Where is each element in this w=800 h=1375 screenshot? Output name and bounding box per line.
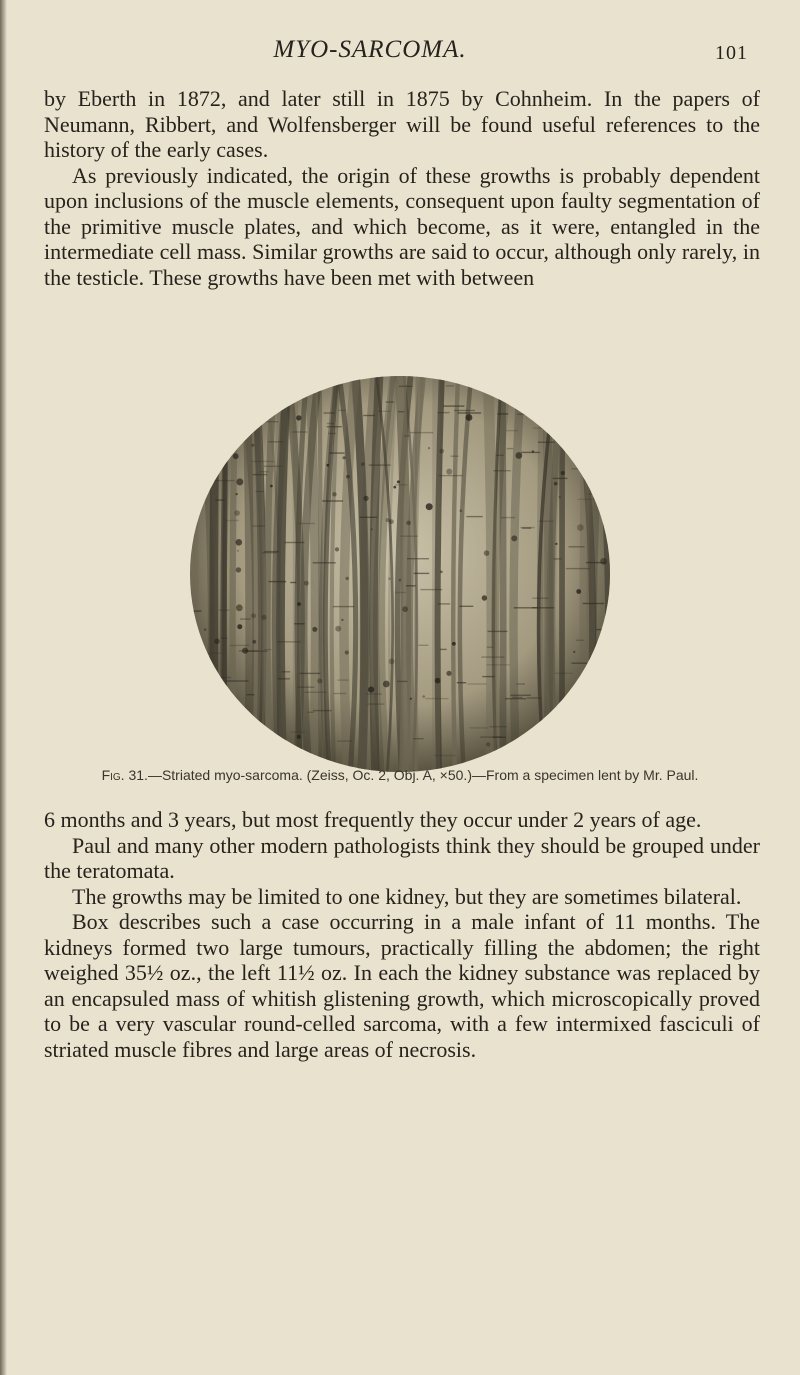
cross-striation	[367, 703, 384, 704]
cross-striation	[218, 677, 231, 678]
cell-nucleus	[406, 521, 411, 526]
cell-nucleus	[446, 469, 452, 475]
cell-nucleus	[312, 627, 317, 632]
cell-nucleus	[484, 550, 490, 556]
cell-nucleus	[579, 753, 586, 760]
cross-striation	[313, 710, 332, 711]
cell-nucleus	[397, 480, 400, 483]
cross-striation	[532, 598, 548, 599]
cell-nucleus	[364, 496, 369, 501]
cross-striation	[298, 523, 315, 524]
cross-striation	[243, 401, 261, 402]
cross-striation	[239, 650, 258, 651]
cross-striation	[217, 416, 238, 417]
cross-striation	[196, 424, 216, 425]
cell-nucleus	[361, 462, 365, 466]
cross-striation	[470, 727, 489, 728]
cross-striation	[553, 478, 568, 479]
cross-striation	[438, 412, 450, 413]
cross-striation	[333, 606, 355, 607]
cell-nucleus	[236, 567, 241, 572]
cell-nucleus	[368, 687, 374, 693]
cross-striation	[475, 377, 486, 378]
cross-striation	[486, 664, 510, 665]
cell-nucleus	[559, 496, 561, 498]
cross-striation	[583, 386, 593, 387]
cell-nucleus	[388, 578, 390, 580]
cell-nucleus	[561, 471, 565, 475]
cell-nucleus	[335, 547, 339, 551]
body-text-top	[44, 86, 760, 290]
cell-nucleus	[346, 577, 349, 580]
cross-striation	[313, 562, 336, 563]
cross-striation	[240, 618, 251, 619]
cross-striation	[329, 452, 344, 453]
cross-striation	[256, 491, 265, 492]
cross-striation	[304, 692, 326, 693]
cross-striation	[496, 455, 504, 456]
cross-striation	[460, 606, 474, 607]
cell-nucleus	[594, 471, 599, 476]
cross-striation	[290, 582, 296, 583]
cell-nucleus	[452, 642, 456, 646]
cross-striation	[191, 610, 201, 611]
cell-nucleus	[426, 503, 433, 510]
cell-nucleus	[304, 581, 309, 586]
cross-striation	[538, 442, 555, 443]
cross-striation	[300, 673, 321, 674]
cross-striation	[571, 468, 578, 469]
cross-striation	[290, 731, 305, 732]
cross-striation	[414, 573, 430, 574]
cross-striation	[539, 521, 554, 522]
cross-striation	[554, 558, 562, 559]
cell-nucleus	[211, 722, 218, 729]
cell-nucleus	[422, 695, 425, 698]
cross-striation	[256, 417, 264, 418]
cross-striation	[410, 432, 434, 433]
cross-striation	[337, 740, 352, 741]
cross-striation	[282, 671, 291, 672]
cross-striation	[420, 589, 442, 590]
cross-striation	[440, 649, 447, 650]
cross-striation	[386, 401, 395, 402]
cross-striation	[520, 381, 534, 382]
cross-striation	[253, 750, 264, 751]
cross-striation	[214, 480, 234, 481]
cross-striation	[264, 551, 279, 552]
muscle-fibre	[246, 374, 249, 774]
cross-striation	[337, 679, 348, 680]
cross-striation	[327, 423, 334, 424]
cross-striation	[193, 760, 207, 761]
muscle-fibre	[233, 374, 236, 774]
cross-striation	[379, 374, 398, 375]
muscle-fibre	[488, 374, 492, 774]
cross-striation	[458, 412, 482, 413]
cross-striation	[221, 638, 227, 639]
cell-nucleus	[251, 613, 256, 618]
page-number: 101	[715, 42, 748, 64]
cell-nucleus	[576, 589, 581, 594]
cell-nucleus	[297, 379, 303, 385]
cross-striation	[267, 381, 278, 382]
muscle-fibre	[225, 374, 228, 774]
cross-striation	[583, 603, 604, 604]
cell-nucleus	[224, 379, 231, 386]
cross-striation	[200, 380, 210, 381]
cross-striation	[397, 681, 407, 682]
cell-nucleus	[600, 558, 607, 565]
cross-striation	[511, 748, 524, 749]
cross-striation	[443, 405, 464, 406]
cross-striation	[230, 710, 238, 711]
cell-nucleus	[237, 624, 242, 629]
micrograph-figure	[190, 374, 610, 774]
cross-striation	[395, 484, 407, 485]
cross-striation	[566, 568, 590, 569]
cross-striation	[366, 693, 382, 694]
cross-striation	[466, 516, 482, 517]
cell-nucleus	[317, 679, 322, 684]
cell-nucleus	[446, 671, 451, 676]
cross-striation	[398, 411, 405, 412]
cross-striation	[501, 517, 515, 518]
paragraph: 6 months and 3 years, but most frequently they occur under 2 years of age.	[44, 807, 702, 832]
cross-striation	[246, 694, 254, 695]
running-title: MYO-SARCOMA.	[273, 36, 467, 63]
cross-striation	[511, 695, 531, 696]
cell-nucleus	[190, 706, 192, 709]
cross-striation	[407, 558, 429, 559]
paragraph: by Eberth in 1872, and later still in 1875 by Cohnheim. In the papers of Neumann, Ribbert, and Wolfensberger will be found useful references to the history of the early cases.	[44, 86, 760, 162]
cross-striation	[517, 414, 540, 415]
cross-striation	[399, 386, 413, 387]
body-text-bottom	[44, 807, 760, 1062]
cell-nucleus	[573, 651, 575, 653]
cross-striation	[328, 433, 336, 434]
cell-nucleus	[428, 447, 430, 449]
cell-nucleus	[251, 444, 254, 447]
muscle-fibre	[320, 374, 321, 774]
cell-nucleus	[570, 374, 575, 377]
cell-nucleus	[383, 681, 390, 688]
cell-nucleus	[234, 510, 240, 516]
cross-striation	[497, 413, 508, 414]
cross-striation	[197, 416, 206, 417]
cell-nucleus	[511, 535, 517, 541]
page-header	[0, 36, 800, 66]
cross-striation	[219, 704, 233, 705]
cell-nucleus	[371, 528, 373, 530]
cell-nucleus	[393, 486, 396, 489]
cell-nucleus	[343, 456, 346, 459]
cross-striation	[589, 494, 606, 495]
cross-striation	[395, 592, 406, 593]
cross-striation	[264, 649, 271, 650]
cell-nucleus	[264, 392, 270, 398]
cell-nucleus	[386, 518, 390, 522]
cross-striation	[520, 527, 534, 528]
cross-striation	[451, 456, 459, 457]
cross-striation	[439, 475, 463, 476]
cell-nucleus	[482, 595, 487, 600]
cell-nucleus	[399, 579, 402, 582]
cross-striation	[404, 435, 410, 436]
cross-striation	[226, 520, 240, 521]
figure-label: Fig. 31.	[101, 767, 148, 783]
cell-nucleus	[577, 524, 584, 531]
cross-striation	[549, 382, 571, 383]
cross-striation	[512, 697, 522, 698]
cross-striation	[482, 676, 494, 677]
cross-striation	[268, 441, 283, 442]
cross-striation	[327, 426, 342, 427]
cross-striation	[507, 448, 513, 449]
cell-nucleus	[439, 449, 444, 454]
cell-nucleus	[487, 378, 493, 384]
cross-striation	[253, 474, 268, 475]
cross-striation	[559, 756, 573, 757]
cell-nucleus	[532, 450, 534, 452]
cross-striation	[596, 629, 610, 630]
cross-striation	[230, 645, 249, 646]
cross-striation	[577, 415, 599, 416]
cross-striation	[307, 712, 313, 713]
cross-striation	[481, 656, 504, 657]
cross-striation	[561, 398, 579, 399]
cell-nucleus	[297, 602, 301, 606]
cross-striation	[569, 546, 585, 547]
cross-striation	[401, 536, 418, 537]
cross-striation	[493, 470, 510, 471]
cross-striation	[505, 698, 526, 699]
cross-striation	[199, 653, 221, 654]
cell-nucleus	[440, 571, 443, 574]
paragraph: As previously indicated, the origin of these growths is probably dependent upon inclusions of the muscle elements, consequent upon faulty segmentation of the primitive muscle plates, and which become, as it were, entangled in the intermediate cell mass. Similar growths are said to occur, although only rarely, in the testicle. These growths have been met with between	[44, 162, 760, 290]
cell-nucleus	[326, 464, 329, 467]
cross-striation	[418, 645, 428, 646]
cell-nucleus	[555, 543, 557, 545]
cell-nucleus	[341, 619, 343, 621]
figure-caption	[90, 766, 710, 784]
cross-striation	[278, 678, 290, 679]
cell-nucleus	[332, 492, 336, 496]
cross-striation	[406, 585, 416, 586]
cross-striation	[490, 726, 507, 727]
cross-striation	[493, 737, 506, 738]
cross-striation	[555, 673, 573, 674]
cell-nucleus	[435, 678, 441, 684]
paragraph: Box describes such a case occurring in a male infant of 11 months. The kidneys formed two large tumours, practically filling the abdomen; the right weighed 35½ oz., the left 11½ oz. In each the kidney substance was replaced by an encapsuled mass of whitish glistening growth, which microscopically proved to be a very vascular round-celled sarcoma, with a few intermixed fasciculi of striated muscle fibres and large areas of necrosis.	[44, 909, 760, 1062]
cross-striation	[488, 631, 508, 632]
cell-nucleus	[389, 519, 394, 524]
muscle-fibres	[190, 374, 610, 774]
cross-striation	[592, 742, 600, 743]
cell-nucleus	[402, 606, 408, 612]
cross-striation	[533, 427, 551, 428]
cell-nucleus	[202, 385, 209, 392]
cell-nucleus	[335, 626, 341, 632]
cell-nucleus	[214, 639, 220, 645]
cell-nucleus	[297, 735, 301, 739]
paragraph: Paul and many other modern pathologists think they should be grouped under the teratomata.	[44, 832, 760, 883]
cell-nucleus	[204, 628, 207, 631]
cross-striation	[292, 431, 307, 432]
cross-striation	[264, 466, 282, 467]
cross-striation	[294, 623, 304, 624]
cell-nucleus	[233, 453, 239, 459]
figure-caption-text: —Striated myo-sarcoma. (Zeiss, Oc. 2, Obj. A, ×50.)—From a specimen lent by Mr. Paul.	[147, 767, 699, 783]
cell-nucleus	[296, 415, 301, 420]
cross-striation	[369, 464, 391, 465]
cross-striation	[333, 693, 346, 694]
cell-nucleus	[515, 741, 517, 743]
muscle-fibre	[546, 374, 549, 774]
cross-striation	[219, 610, 230, 611]
cross-striation	[413, 738, 424, 739]
cell-nucleus	[410, 698, 412, 700]
cell-nucleus	[237, 550, 239, 552]
cross-striation	[239, 740, 258, 741]
cell-nucleus	[252, 640, 256, 644]
cell-nucleus	[603, 433, 608, 438]
paragraph: The growths may be limited to one kidney, but they are sometimes bilateral.	[72, 883, 742, 909]
cell-nucleus	[270, 485, 273, 488]
cell-nucleus	[236, 539, 243, 546]
cross-striation	[434, 755, 455, 756]
cell-nucleus	[518, 744, 523, 749]
cell-nucleus	[389, 658, 395, 664]
cross-striation	[322, 500, 343, 501]
cell-nucleus	[516, 398, 518, 400]
cell-nucleus	[345, 650, 349, 654]
cross-striation	[425, 698, 448, 699]
cross-striation	[578, 499, 601, 500]
cross-striation	[260, 471, 269, 472]
muscle-fibre	[502, 374, 503, 774]
cross-striation	[286, 746, 297, 747]
cross-striation	[506, 430, 518, 431]
cell-nucleus	[242, 648, 248, 654]
cross-striation	[527, 697, 542, 698]
cell-nucleus	[516, 452, 523, 459]
cross-striation	[324, 412, 335, 413]
cross-striation	[468, 683, 487, 684]
cross-striation	[517, 683, 525, 684]
cell-nucleus	[235, 493, 237, 495]
cross-striation	[521, 452, 540, 453]
cross-striation	[277, 641, 301, 642]
cell-nucleus	[236, 478, 243, 485]
cross-striation	[532, 607, 554, 608]
cross-striation	[253, 525, 266, 526]
cross-striation	[251, 461, 275, 462]
cell-nucleus	[236, 604, 243, 611]
cross-striation	[215, 499, 224, 500]
cell-nucleus	[261, 615, 266, 620]
cross-striation	[378, 411, 391, 412]
cross-striation	[265, 421, 278, 422]
cross-striation	[297, 687, 314, 688]
cross-striation	[284, 542, 304, 543]
cross-striation	[487, 647, 493, 648]
cross-striation	[605, 483, 610, 484]
cross-striation	[454, 410, 475, 411]
cell-nucleus	[554, 482, 558, 486]
cross-striation	[457, 682, 466, 683]
cell-nucleus	[466, 414, 473, 421]
cross-striation	[360, 517, 378, 518]
cross-striation	[557, 415, 567, 416]
cross-striation	[269, 581, 287, 582]
cross-striation	[279, 385, 290, 386]
muscle-fibre	[584, 374, 587, 774]
cross-striation	[572, 663, 588, 664]
cross-striation	[225, 680, 248, 681]
cross-striation	[338, 410, 346, 411]
cell-nucleus	[346, 475, 350, 479]
cell-nucleus	[486, 742, 490, 746]
page-binding-edge	[0, 0, 7, 1375]
cross-striation	[446, 385, 455, 386]
muscle-fibre	[214, 374, 216, 774]
cross-striation	[576, 640, 584, 641]
cell-nucleus	[459, 509, 462, 512]
cross-striation	[540, 388, 564, 389]
cross-striation	[438, 603, 450, 604]
cross-striation	[363, 415, 375, 416]
